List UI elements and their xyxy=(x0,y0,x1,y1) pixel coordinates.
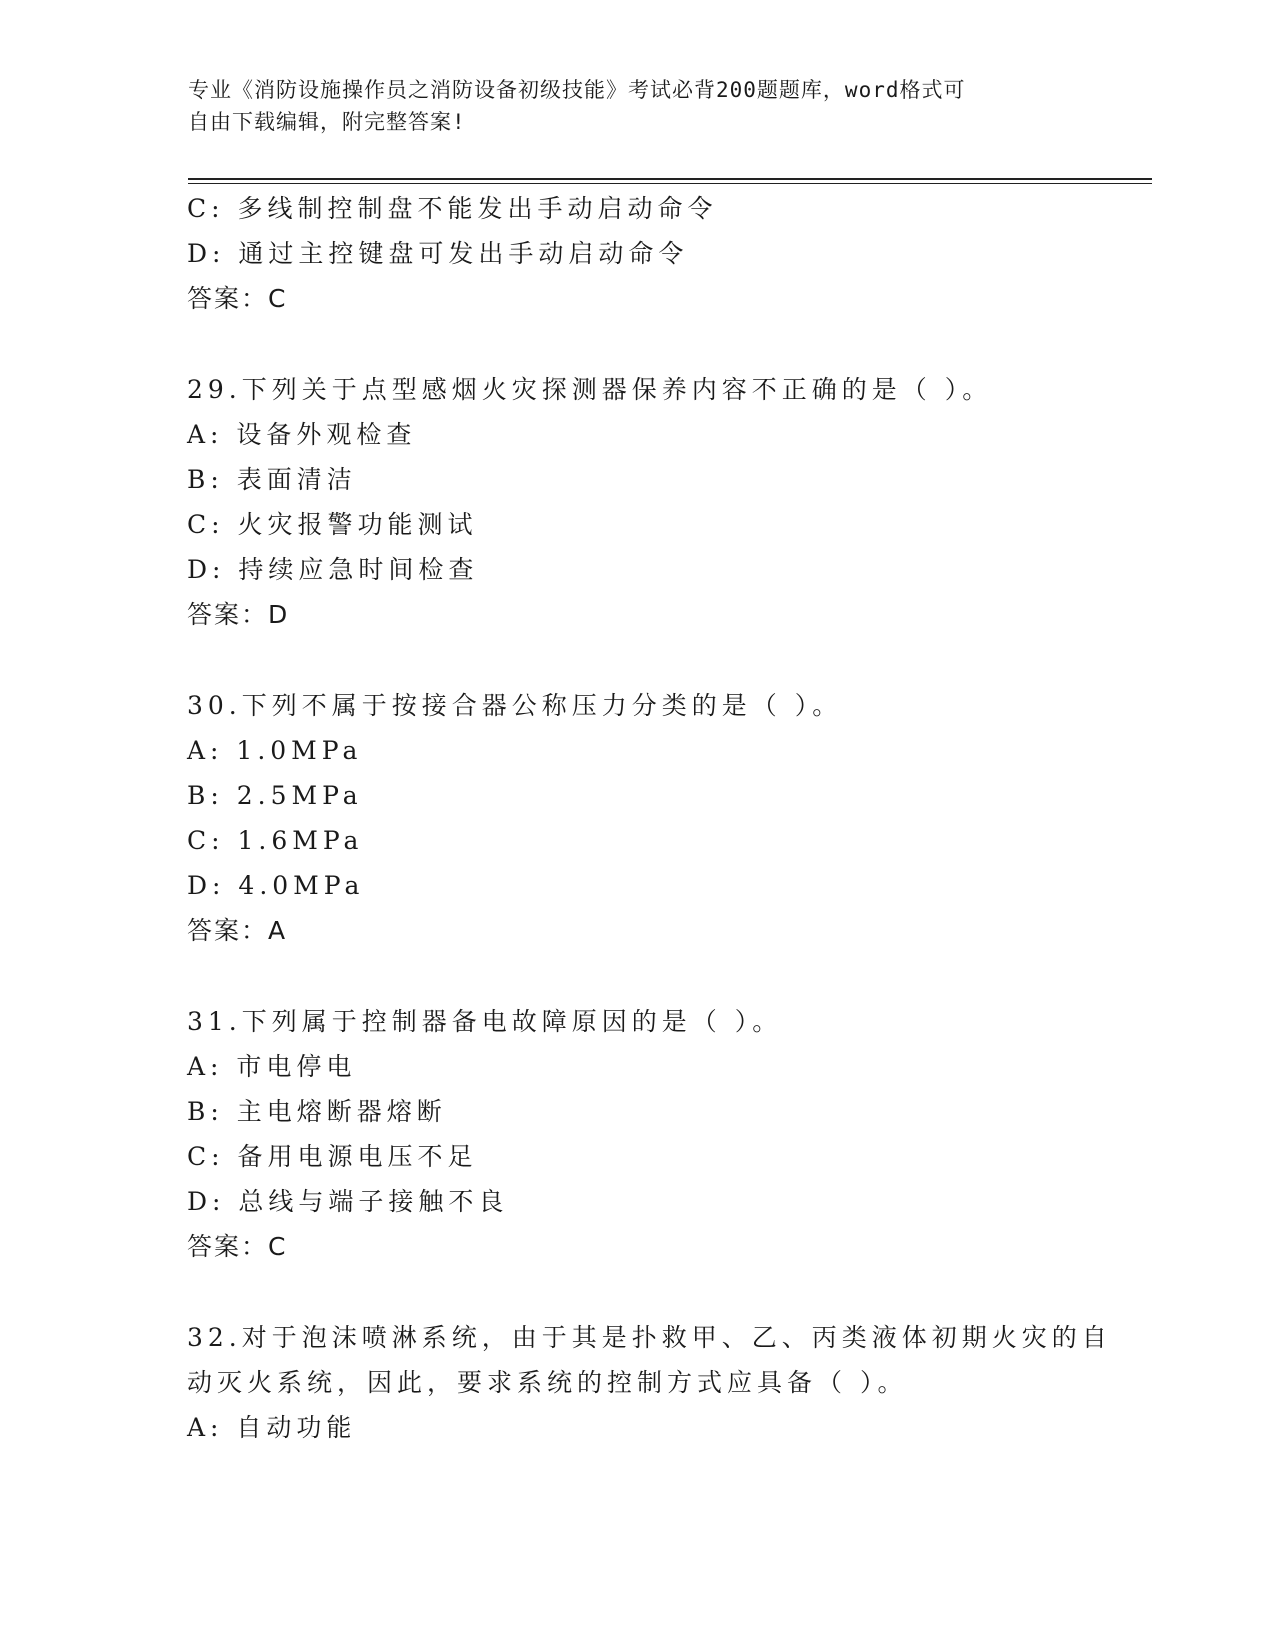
question-text-line-2: 动灭火系统，因此，要求系统的控制方式应具备（ ）。 xyxy=(187,1368,908,1397)
spacer xyxy=(187,953,1087,999)
question-text: 30.下列不属于按接合器公称压力分类的是（ ）。 xyxy=(187,691,843,720)
question-list xyxy=(187,186,1112,1450)
option-d: D: 持续应急时间检查 xyxy=(187,555,479,584)
option-a: A: 1.0MPa xyxy=(187,736,363,765)
spacer xyxy=(187,637,1087,683)
option-c: C: 火灾报警功能测试 xyxy=(187,510,478,539)
question-block-28-continued xyxy=(187,186,1087,321)
answer-line: 答案：D xyxy=(187,600,290,629)
answer-line: 答案：A xyxy=(187,916,288,945)
option-b: B: 主电熔断器熔断 xyxy=(187,1097,447,1126)
spacer xyxy=(187,1269,1087,1315)
option-a: A: 设备外观检查 xyxy=(187,420,417,449)
question-block-31 xyxy=(187,999,1087,1269)
option-d: D: 总线与端子接触不良 xyxy=(187,1187,509,1216)
option-b: B: 表面清洁 xyxy=(187,465,357,494)
header-divider-thin xyxy=(188,183,1152,184)
header-line-2: 自由下载编辑，附完整答案! xyxy=(188,110,466,134)
option-d: D: 通过主控键盘可发出手动启动命令 xyxy=(187,239,689,268)
question-block-30 xyxy=(187,683,1087,953)
question-text: 31.下列属于控制器备电故障原因的是（ ）。 xyxy=(187,1007,783,1036)
option-b: B: 2.5MPa xyxy=(187,781,363,810)
spacer xyxy=(187,321,1087,367)
option-c: C: 1.6MPa xyxy=(187,826,364,855)
question-text: 29.下列关于点型感烟火灾探测器保养内容不正确的是（ ）。 xyxy=(187,375,993,404)
question-block-29 xyxy=(187,367,1087,637)
header-line-1: 专业《消防设施操作员之消防设备初级技能》考试必背200题题库，word格式可 xyxy=(188,78,966,102)
option-a: A: 自动功能 xyxy=(187,1413,357,1442)
header-divider-thick xyxy=(188,178,1152,180)
option-a: A: 市电停电 xyxy=(187,1052,357,1081)
answer-line: 答案：C xyxy=(187,284,288,313)
question-text-line-1: 32.对于泡沫喷淋系统，由于其是扑救甲、乙、丙类液体初期火灾的自 xyxy=(187,1323,1112,1352)
document-header xyxy=(188,74,1068,138)
option-c: C: 备用电源电压不足 xyxy=(187,1142,478,1171)
option-c: C: 多线制控制盘不能发出手动启动命令 xyxy=(187,194,718,223)
question-block-32 xyxy=(187,1315,1112,1450)
option-d: D: 4.0MPa xyxy=(187,871,365,900)
answer-line: 答案：C xyxy=(187,1232,288,1261)
